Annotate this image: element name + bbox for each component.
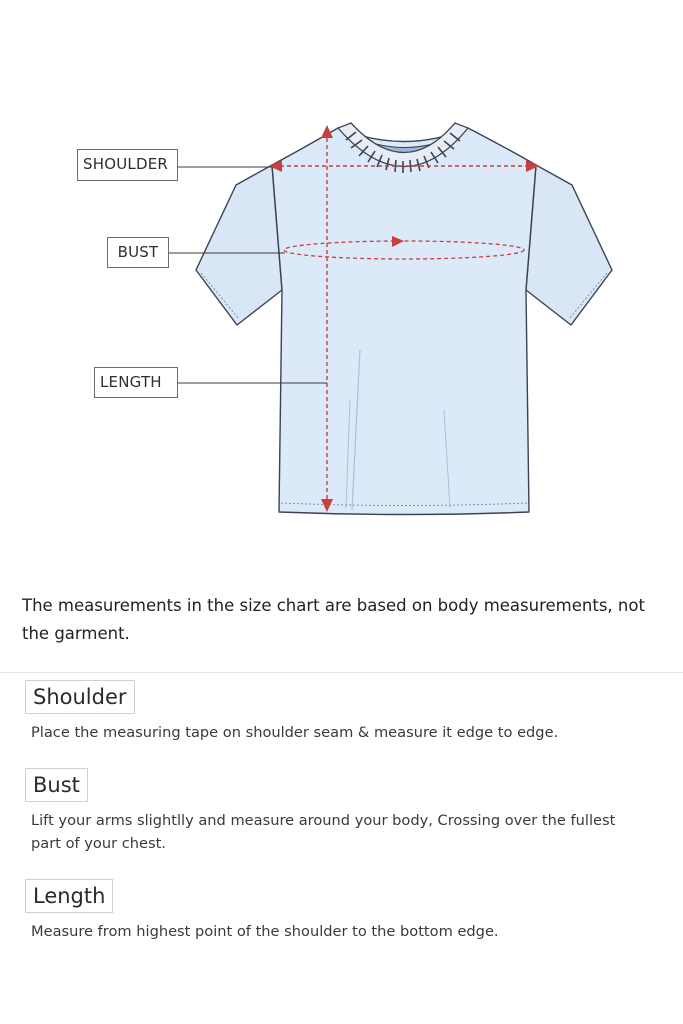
length-heading: Length [25, 879, 113, 913]
bust-section [25, 768, 645, 855]
shoulder-callout: SHOULDER [77, 149, 178, 181]
tshirt-body [272, 128, 536, 515]
measurement-note: The measurements in the size chart are based on body measurements, not the garment. [22, 596, 645, 643]
shoulder-description: Place the measuring tape on shoulder seam & measure it edge to edge. [31, 724, 559, 741]
shoulder-heading: Shoulder [25, 680, 135, 714]
length-section [25, 879, 645, 943]
shoulder-section [25, 680, 645, 744]
length-description: Measure from highest point of the shoulder to the bottom edge. [31, 923, 499, 940]
bust-description: Lift your arms slightlly and measure around your body, Crossing over the fullest part of your chest. [31, 812, 616, 852]
bust-callout: BUST [107, 237, 169, 268]
bust-heading: Bust [25, 768, 88, 802]
section-divider [0, 672, 683, 673]
length-callout: LENGTH [94, 367, 178, 398]
left-sleeve [196, 165, 282, 325]
right-sleeve [526, 165, 612, 325]
